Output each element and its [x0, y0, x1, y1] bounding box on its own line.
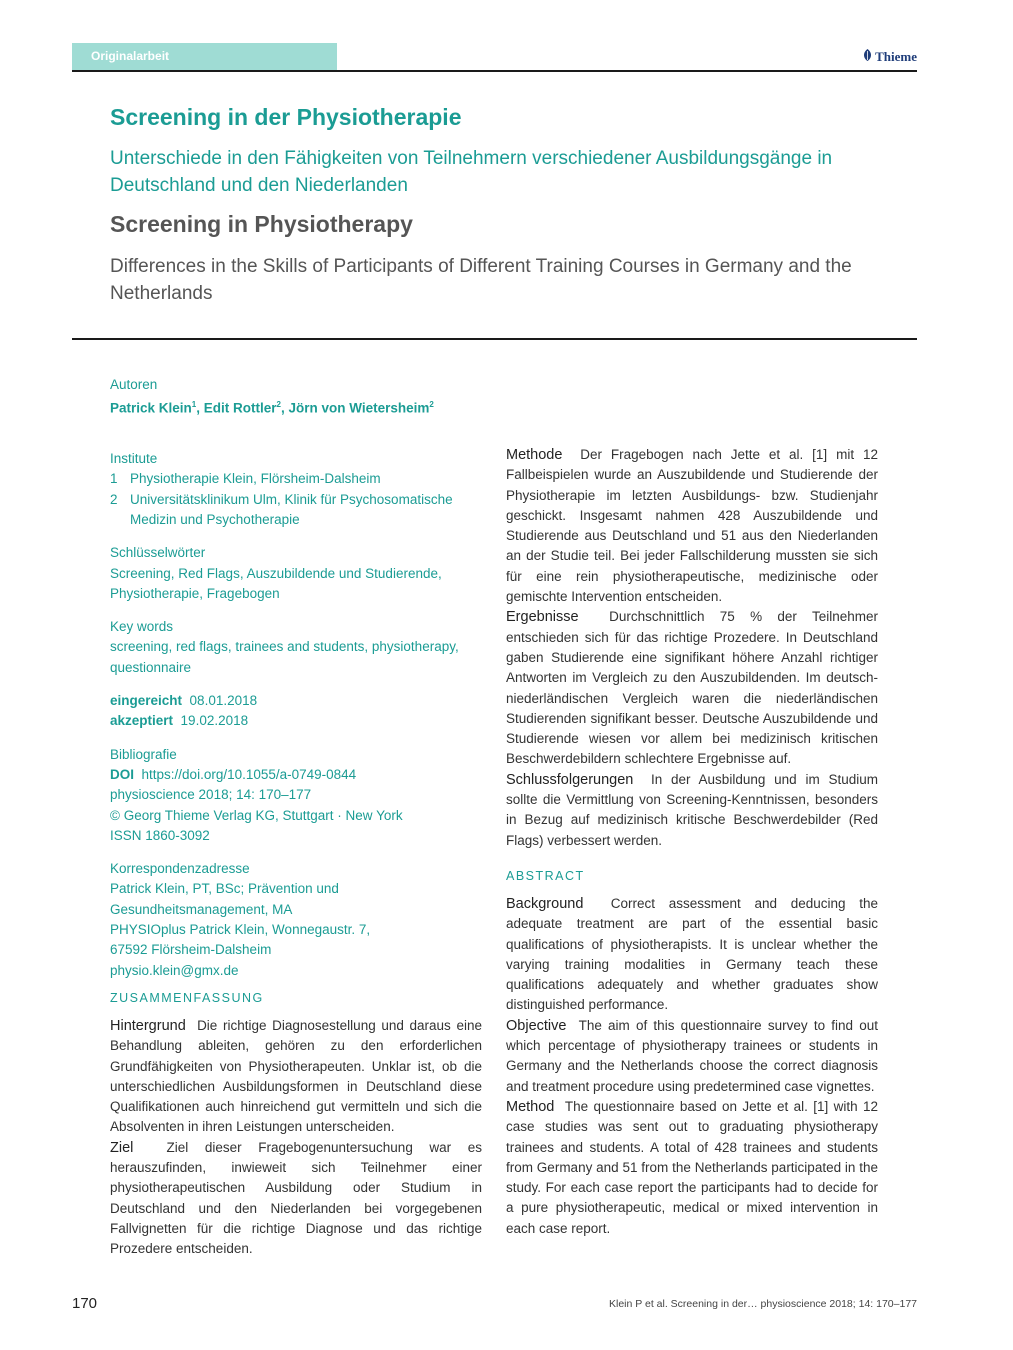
accepted-date: 19.02.2018 — [180, 713, 249, 729]
author-name: Edit Rottler — [203, 400, 277, 416]
author-separator: , — [280, 400, 289, 416]
subtitle-english: Differences in the Skills of Participants of Different Training Courses in Germany and the Netherlands — [110, 256, 852, 304]
methode-label: Methode — [506, 447, 563, 463]
issn: ISSN 1860-3092 — [110, 827, 210, 843]
page-number: 170 — [72, 1295, 98, 1312]
header-rule — [72, 70, 917, 72]
keywords-en-label: Key words — [110, 619, 174, 635]
zusammenfassung-section — [110, 991, 482, 1260]
method-paragraph — [506, 1097, 878, 1239]
institute-item — [110, 490, 490, 531]
objective-label: Objective — [506, 1017, 567, 1034]
correspondence-line: 67592 Flörsheim-Dalsheim — [110, 942, 272, 958]
institutes-list — [110, 469, 490, 530]
section-tag: Originalarbeit — [72, 43, 337, 70]
thieme-logo-icon — [863, 49, 872, 65]
dates-block — [110, 691, 490, 732]
institutes-block — [110, 449, 490, 530]
correspondence-line: Patrick Klein, PT, BSc; Prävention und Gesundheitsmanagement, MA — [110, 881, 339, 917]
correspondence-line: PHYSIOplus Patrick Klein, Wonnegaustr. 7, — [110, 922, 371, 938]
ziel-text: Ziel dieser Fragebogenuntersuchung war es herauszufinden, inwieweit sich Teilnehmer einer physiotherapeutischen Ausbildung oder Studium in Deutschland und den Niederlanden bei vorgegebenen Fallvignetten für die richtige Diagnose und das richtige Prozedere entscheiden. — [110, 1139, 482, 1257]
correspondence-label: Korrespondenzadresse — [110, 861, 250, 877]
copyright: © Georg Thieme Verlag KG, Stuttgart · New York — [110, 807, 403, 823]
article-info-sidebar — [110, 375, 490, 994]
institute-number: 2 — [110, 491, 118, 507]
objective-paragraph — [506, 1016, 878, 1097]
objective-text: The aim of this questionnaire survey to find out which percentage of physiotherapy trainees or students in Germany and the Netherlands choose the correct diagnosis and treatment procedure using predetermined case vignettes. — [506, 1017, 878, 1094]
hintergrund-label: Hintergrund — [110, 1018, 186, 1034]
submitted-date: 08.01.2018 — [189, 693, 258, 709]
institute-item — [110, 469, 490, 489]
right-column — [506, 445, 878, 1239]
schluss-paragraph — [506, 770, 878, 851]
subtitle-german: Unterschiede in den Fähigkeiten von Teilnehmern verschiedener Ausbildungsgänge in Deutschland und den Niederlanden — [110, 148, 833, 196]
doi-line — [110, 765, 490, 785]
zusammenfassung-heading: ZUSAMMENFASSUNG — [110, 991, 264, 1005]
correspondence-block — [110, 859, 490, 981]
schluss-text: In der Ausbildung und im Studium sollte die Vermittlung von Screening-Kenntnissen, besonders in Bezug auf medizinisch kritische Beschwerdebilder (Red Flags) verbessert werden. — [506, 771, 878, 848]
ergebnisse-text: Durchschnittlich 75 % der Teilnehmer entschieden sich für das richtige Prozedere. In Deutschland gaben Studierende eine signifikant höhere Anzahl richtiger Antworten im Vergleich zu den Auszubildenden. Im deutsch-niederländischen Vergleich waren die niederländischen Studierenden signifikant besser. Deutsche Auszubildende und Studierende wiesen vor allem bei medizinisch kritischen Beschwerdebildern schlechtere Ergebnisse auf. — [506, 609, 878, 767]
publisher-logo — [863, 49, 917, 65]
keywords-de-label: Schlüsselwörter — [110, 545, 206, 561]
author-affiliation: 2 — [276, 400, 281, 410]
doi-label: DOI — [110, 766, 135, 782]
submitted-label: eingereicht — [110, 693, 183, 709]
abstract-heading: ABSTRACT — [506, 868, 585, 883]
ergebnisse-label: Ergebnisse — [506, 609, 579, 626]
author-name: Jörn von Wietersheim — [288, 400, 430, 416]
background-text: Correct assessment and deducing the adequate treatment are part of the essential basic qualifications of physiotherapists. It is unclear whether the varying training modalities in Germany teach these qualifications adequately and whether graduates show distinguished performance. — [506, 895, 878, 1013]
author-affiliation: 2 — [429, 400, 434, 410]
footer-citation: Klein P et al. Screening in der… physioscience 2018; 14: 170–177 — [608, 1298, 917, 1310]
title-english: Screening in Physiotherapy — [110, 211, 413, 237]
method-text: The questionnaire based on Jette et al. [1] with 12 case studies was sent out to graduating physiotherapy trainees and students. A total of 428 trainees and students from Germany and 51 from the Netherlands participated in the study. For each case report the participants had to decide for a pure physiotherapeutic, medical or mixed intervention in each case report. — [506, 1098, 878, 1236]
bibliography-block — [110, 745, 490, 846]
background-paragraph — [506, 894, 878, 1016]
submitted-line — [110, 691, 490, 711]
doi-link[interactable]: https://doi.org/10.1055/a-0749-0844 — [141, 766, 357, 782]
institutes-label: Institute — [110, 451, 158, 467]
methode-text: Der Fragebogen nach Jette et al. [1] mit 12 Fallbeispielen wurde an Auszubildende und Studierende der Physiotherapie im letzten Ausbildungs- bzw. Studienjahr geschickt. Insgesamt nahmen 428 Auszubildende und Studierende aus Deutschland und 51 aus den Niederlanden an der Studie teil. Bei jeder Fallschilderung mussten sie sich für eine rein physiotherapeutische, medizinische oder gemischte Intervention entscheiden. — [506, 447, 878, 605]
author-affiliation: 1 — [191, 400, 197, 410]
correspondence-email[interactable]: physio.klein@gmx.de — [110, 962, 239, 978]
background-label: Background — [506, 895, 584, 912]
ziel-label: Ziel — [110, 1139, 134, 1156]
accepted-label: akzeptiert — [110, 713, 174, 729]
authors-label: Autoren — [110, 377, 158, 392]
title-rule — [72, 338, 917, 340]
institute-text: Universitätsklinikum Ulm, Klinik für Psychosomatische Medizin und Psychotherapie — [130, 491, 453, 527]
hintergrund-text: Die richtige Diagnosestellung und daraus eine Behandlung ableiten, gehören zu den erforderlichen Grundfähigkeiten von Physiotherapeuten. Unklar ist, ob die unterschiedlichen Ausbildungsformen in Deutschland diese Qualifikationen auch hinreichend gut vermitteln und sich die Absolventen in ihren Leistungen unterscheiden. — [110, 1018, 482, 1135]
keywords-en: screening, red flags, trainees and students, physiotherapy, questionnaire — [110, 639, 459, 675]
ziel-paragraph — [110, 1138, 482, 1260]
authors-block — [110, 375, 490, 419]
keywords-de: Screening, Red Flags, Auszubildende und Studierende, Physiotherapie, Fragebogen — [110, 565, 442, 601]
journal-reference: physioscience 2018; 14: 170–177 — [110, 787, 312, 803]
author-separator: , — [196, 400, 204, 416]
keywords-de-block — [110, 543, 490, 604]
hintergrund-paragraph — [110, 1016, 482, 1138]
bibliography-label: Bibliografie — [110, 746, 177, 762]
accepted-line — [110, 711, 490, 731]
method-label: Method — [506, 1098, 555, 1115]
title-german: Screening in der Physiotherapie — [110, 104, 462, 130]
schluss-label: Schlussfolgerungen — [506, 771, 634, 788]
institute-number: 1 — [110, 471, 118, 487]
publisher-name: Thieme — [875, 49, 917, 64]
methode-paragraph — [506, 445, 878, 607]
author-name: Patrick Klein — [110, 400, 192, 416]
institute-text: Physiotherapie Klein, Flörsheim-Dalsheim — [130, 471, 381, 487]
authors-list — [110, 395, 490, 419]
ergebnisse-paragraph — [506, 607, 878, 769]
keywords-en-block — [110, 617, 490, 678]
